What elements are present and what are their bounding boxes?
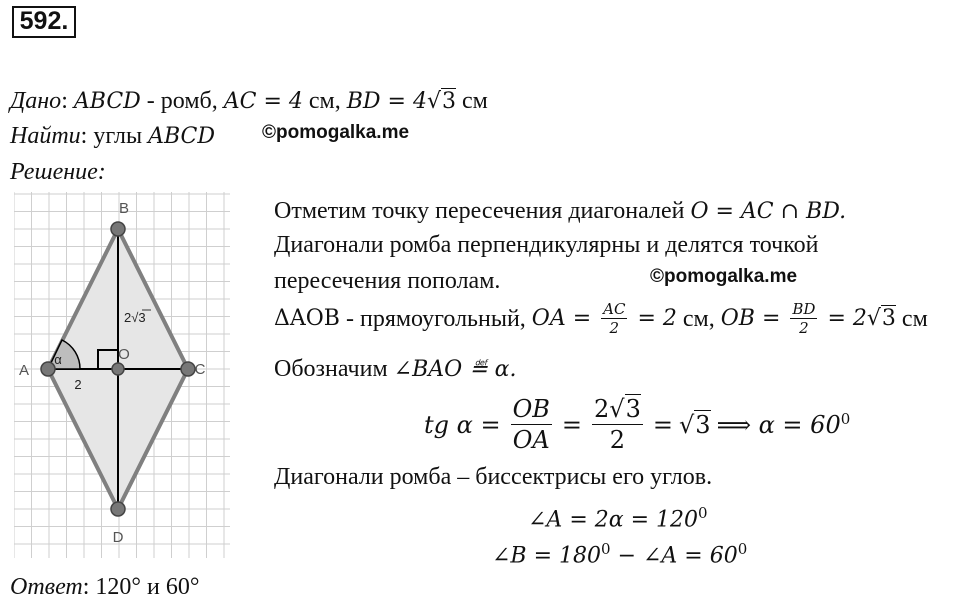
label-b: B: [118, 200, 130, 217]
label-half-bd: 2√3: [124, 310, 146, 325]
point-d[interactable]: [111, 502, 125, 516]
watermark-1: ©pomogalka.me: [262, 122, 410, 143]
label-half-ac: 2: [74, 377, 82, 392]
point-b[interactable]: [111, 222, 125, 236]
solution-line-4-text: - прямоугольный,: [345, 305, 526, 332]
tg-eq-2: =: [652, 410, 673, 439]
solution-line-1: [274, 196, 846, 227]
find-figure: ABCD: [148, 124, 216, 149]
solution-line-5-text: Обозначим: [274, 356, 388, 382]
answer-line: Ответ: 120° и 60°: [10, 574, 200, 600]
watermark-2: ©pomogalka.me: [650, 266, 798, 287]
angle-a-equation: ∠A = $2\alpha = 120^0$: [528, 504, 708, 533]
point-o[interactable]: [112, 363, 124, 375]
oa-unit: см,: [682, 305, 715, 332]
solution-line-5: [274, 354, 516, 385]
solution-line-2: Диагонали ромба перпендикулярны и делятся точкой: [274, 232, 819, 258]
angle-b-equation: ∠B = $180^0$ − ∠A = $60^0$: [492, 540, 748, 569]
find-text: углы: [93, 123, 143, 149]
solution-line-1-math: O = AC ∩ BD.: [690, 199, 847, 224]
given-ac: AC = 4: [223, 89, 303, 114]
tg-fraction-1: $\frac{OB}{OA}$: [512, 395, 550, 454]
answer-text: 120° и 60°: [95, 574, 200, 600]
oa-lhs: OA =: [531, 305, 592, 331]
problem-number: 592.: [12, 6, 76, 38]
label-alpha: α: [54, 352, 62, 367]
tangent-equation: [424, 394, 850, 455]
solution-line-4: [274, 300, 928, 337]
given-figure: ABCD: [73, 89, 141, 114]
ob-lhs: OB =: [720, 305, 781, 331]
oa-rhs: = 2: [637, 305, 677, 331]
label-a: A: [18, 362, 30, 379]
answer-label: Ответ: [10, 574, 83, 600]
tg-root: √3: [678, 410, 711, 439]
label-c: C: [194, 361, 206, 378]
tg-lhs: tg α =: [424, 410, 501, 439]
solution-line-1-text: Отметим точку пересечения диагоналей: [274, 198, 685, 224]
ob-unit: см: [901, 305, 928, 332]
given-cm: см,: [308, 88, 341, 114]
tg-eq-1: =: [561, 410, 583, 439]
point-c[interactable]: [181, 362, 195, 376]
solution-line-7: Диагонали ромба – биссектрисы его углов.: [274, 464, 713, 490]
triangle-aob: ΔAOB: [274, 305, 340, 331]
tg-rhs: ⟹ $\alpha = 60^0$: [716, 410, 851, 439]
given-cm2: см: [461, 88, 488, 114]
tg-fraction-2: $\frac{2√3}{2}$: [594, 395, 641, 454]
solution-line-5-math: ∠BAO ≝ α.: [393, 357, 517, 382]
given-bd-root: 3: [441, 89, 456, 114]
given-label: Дано: [10, 88, 62, 114]
solution-line-3: пересечения пополам.: [274, 268, 501, 294]
rhombus-diagram: [14, 192, 230, 558]
ob-rhs: = 2√3: [827, 305, 896, 331]
given-rhombus-text: - ромб,: [146, 88, 218, 114]
given-bd: BD = 4: [346, 89, 427, 114]
given-line: Дано: ABCD - ромб, AC = 4 см, BD = 4√3 см: [10, 88, 488, 114]
find-line: Найти: углы ABCD: [10, 123, 216, 149]
oa-fraction: $\frac{AC}{2}$: [603, 300, 626, 337]
solution-label: Решение:: [10, 159, 106, 185]
label-d: D: [112, 529, 124, 546]
ob-fraction: $\frac{BD}{2}$: [792, 300, 816, 337]
find-label: Найти: [10, 123, 81, 149]
point-a[interactable]: [41, 362, 55, 376]
label-o: O: [118, 346, 130, 363]
